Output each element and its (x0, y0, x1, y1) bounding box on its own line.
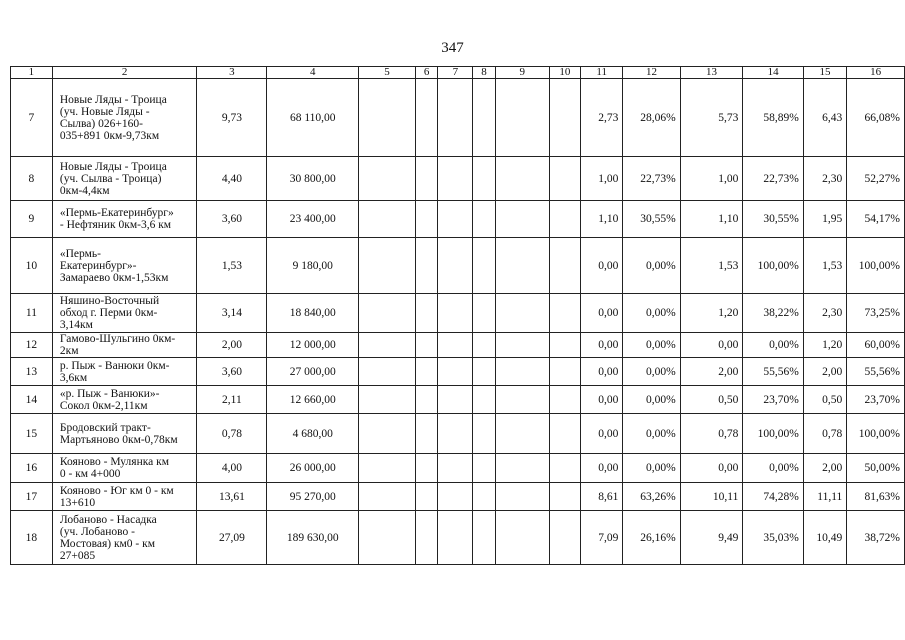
col-10 (549, 358, 580, 386)
col-12-percent: 0,00% (623, 386, 680, 414)
table-row (11, 386, 905, 414)
col-14-percent: 55,56% (743, 358, 803, 386)
row-number: 17 (11, 483, 53, 511)
col-5 (359, 358, 416, 386)
col-7 (438, 201, 473, 238)
cost: 9 180,00 (267, 238, 359, 294)
col-9 (495, 386, 549, 414)
col-13-value: 9,49 (680, 511, 743, 565)
col-header: 4 (267, 67, 359, 79)
col-12-percent: 0,00% (623, 358, 680, 386)
col-16-percent: 38,72% (847, 511, 905, 565)
road-name: Новые Ляды - Троица (уч. Сылва - Троица) 0км-4,4км (52, 157, 196, 201)
road-name: «Пермь- Екатеринбург»- Замараево 0км-1,53км (52, 238, 196, 294)
length-km: 13,61 (197, 483, 267, 511)
col-6 (415, 358, 437, 386)
col-14-percent: 58,89% (743, 79, 803, 157)
col-7 (438, 79, 473, 157)
col-7 (438, 294, 473, 333)
col-13-value: 0,00 (680, 333, 743, 358)
table-row (11, 79, 905, 157)
col-10 (549, 511, 580, 565)
col-6 (415, 483, 437, 511)
road-name: Няшино-Восточный обход г. Перми 0км- 3,14км (52, 294, 196, 333)
col-8 (473, 511, 495, 565)
row-number: 18 (11, 511, 53, 565)
col-8 (473, 454, 495, 483)
col-header: 1 (11, 67, 53, 79)
road-name: Новые Ляды - Троица (уч. Новые Ляды - Сылва) 026+160- 035+891 0км-9,73км (52, 79, 196, 157)
col-15-value: 6,43 (803, 79, 847, 157)
col-10 (549, 294, 580, 333)
col-7 (438, 454, 473, 483)
col-header: 15 (803, 67, 847, 79)
table-row (11, 157, 905, 201)
col-5 (359, 157, 416, 201)
cost: 30 800,00 (267, 157, 359, 201)
road-name: Кояново - Мулянка км 0 - км 4+000 (52, 454, 196, 483)
col-14-percent: 35,03% (743, 511, 803, 565)
col-14-percent: 22,73% (743, 157, 803, 201)
col-10 (549, 454, 580, 483)
col-14-percent: 23,70% (743, 386, 803, 414)
col-13-value: 2,00 (680, 358, 743, 386)
col-16-percent: 50,00% (847, 454, 905, 483)
col-8 (473, 79, 495, 157)
col-8 (473, 201, 495, 238)
col-9 (495, 294, 549, 333)
col-12-percent: 63,26% (623, 483, 680, 511)
col-6 (415, 414, 437, 454)
col-15-value: 2,00 (803, 454, 847, 483)
length-km: 3,60 (197, 201, 267, 238)
col-7 (438, 386, 473, 414)
col-8 (473, 483, 495, 511)
col-12-percent: 0,00% (623, 238, 680, 294)
cost: 68 110,00 (267, 79, 359, 157)
col-15-value: 2,00 (803, 358, 847, 386)
table-row (11, 483, 905, 511)
col-10 (549, 414, 580, 454)
col-15-value: 1,20 (803, 333, 847, 358)
table-row (11, 238, 905, 294)
col-10 (549, 201, 580, 238)
length-km: 27,09 (197, 511, 267, 565)
col-5 (359, 454, 416, 483)
row-number: 10 (11, 238, 53, 294)
col-header: 14 (743, 67, 803, 79)
col-9 (495, 358, 549, 386)
col-5 (359, 483, 416, 511)
length-km: 3,14 (197, 294, 267, 333)
col-header: 10 (549, 67, 580, 79)
col-10 (549, 238, 580, 294)
col-12-percent: 0,00% (623, 294, 680, 333)
length-km: 1,53 (197, 238, 267, 294)
col-14-percent: 74,28% (743, 483, 803, 511)
col-11-value: 0,00 (581, 294, 623, 333)
col-10 (549, 79, 580, 157)
cost: 12 660,00 (267, 386, 359, 414)
row-number: 7 (11, 79, 53, 157)
col-8 (473, 358, 495, 386)
col-7 (438, 333, 473, 358)
col-5 (359, 79, 416, 157)
col-11-value: 1,00 (581, 157, 623, 201)
col-15-value: 2,30 (803, 294, 847, 333)
col-7 (438, 358, 473, 386)
col-6 (415, 333, 437, 358)
col-11-value: 0,00 (581, 454, 623, 483)
col-7 (438, 238, 473, 294)
col-13-value: 1,00 (680, 157, 743, 201)
column-number-row (11, 67, 905, 79)
col-15-value: 0,78 (803, 414, 847, 454)
row-number: 16 (11, 454, 53, 483)
col-11-value: 0,00 (581, 358, 623, 386)
col-15-value: 1,53 (803, 238, 847, 294)
col-16-percent: 66,08% (847, 79, 905, 157)
col-11-value: 0,00 (581, 414, 623, 454)
col-10 (549, 483, 580, 511)
col-header: 2 (52, 67, 196, 79)
col-9 (495, 454, 549, 483)
table-row (11, 294, 905, 333)
col-13-value: 0,00 (680, 454, 743, 483)
col-header: 5 (359, 67, 416, 79)
col-7 (438, 157, 473, 201)
col-16-percent: 100,00% (847, 414, 905, 454)
col-12-percent: 28,06% (623, 79, 680, 157)
col-15-value: 10,49 (803, 511, 847, 565)
col-16-percent: 81,63% (847, 483, 905, 511)
col-15-value: 0,50 (803, 386, 847, 414)
col-7 (438, 483, 473, 511)
table-row (11, 511, 905, 565)
col-header: 16 (847, 67, 905, 79)
row-number: 8 (11, 157, 53, 201)
col-7 (438, 511, 473, 565)
row-number: 11 (11, 294, 53, 333)
col-header: 3 (197, 67, 267, 79)
table-row (11, 414, 905, 454)
col-header: 7 (438, 67, 473, 79)
col-13-value: 1,10 (680, 201, 743, 238)
cost: 27 000,00 (267, 358, 359, 386)
col-6 (415, 79, 437, 157)
col-16-percent: 73,25% (847, 294, 905, 333)
col-8 (473, 238, 495, 294)
row-number: 12 (11, 333, 53, 358)
row-number: 14 (11, 386, 53, 414)
col-15-value: 2,30 (803, 157, 847, 201)
cost: 4 680,00 (267, 414, 359, 454)
road-name: Кояново - Юг км 0 - км 13+610 (52, 483, 196, 511)
col-14-percent: 30,55% (743, 201, 803, 238)
col-13-value: 1,20 (680, 294, 743, 333)
col-9 (495, 157, 549, 201)
col-8 (473, 414, 495, 454)
col-13-value: 5,73 (680, 79, 743, 157)
length-km: 4,40 (197, 157, 267, 201)
col-11-value: 0,00 (581, 238, 623, 294)
col-9 (495, 511, 549, 565)
col-15-value: 11,11 (803, 483, 847, 511)
col-8 (473, 386, 495, 414)
length-km: 2,00 (197, 333, 267, 358)
col-16-percent: 52,27% (847, 157, 905, 201)
col-header: 13 (680, 67, 743, 79)
page-number: 347 (441, 40, 464, 56)
col-7 (438, 414, 473, 454)
road-name: р. Пыж - Ванюки 0км- 3,6км (52, 358, 196, 386)
col-12-percent: 30,55% (623, 201, 680, 238)
col-6 (415, 386, 437, 414)
col-11-value: 1,10 (581, 201, 623, 238)
col-5 (359, 414, 416, 454)
road-name: «Пермь-Екатеринбург» - Нефтяник 0км-3,6 км (52, 201, 196, 238)
col-11-value: 7,09 (581, 511, 623, 565)
col-5 (359, 511, 416, 565)
table-row (11, 201, 905, 238)
cost: 18 840,00 (267, 294, 359, 333)
table-row (11, 454, 905, 483)
col-header: 8 (473, 67, 495, 79)
col-16-percent: 54,17% (847, 201, 905, 238)
cost: 95 270,00 (267, 483, 359, 511)
col-9 (495, 483, 549, 511)
col-5 (359, 294, 416, 333)
col-10 (549, 157, 580, 201)
col-8 (473, 294, 495, 333)
road-name: Лобаново - Насадка (уч. Лобаново - Мостовая) км0 - км 27+085 (52, 511, 196, 565)
col-11-value: 0,00 (581, 333, 623, 358)
length-km: 0,78 (197, 414, 267, 454)
row-number: 15 (11, 414, 53, 454)
col-16-percent: 55,56% (847, 358, 905, 386)
col-14-percent: 100,00% (743, 414, 803, 454)
row-number: 13 (11, 358, 53, 386)
col-13-value: 10,11 (680, 483, 743, 511)
cost: 26 000,00 (267, 454, 359, 483)
col-14-percent: 100,00% (743, 238, 803, 294)
length-km: 3,60 (197, 358, 267, 386)
col-header: 9 (495, 67, 549, 79)
col-14-percent: 0,00% (743, 454, 803, 483)
col-8 (473, 157, 495, 201)
col-6 (415, 238, 437, 294)
col-12-percent: 26,16% (623, 511, 680, 565)
col-9 (495, 238, 549, 294)
cost: 12 000,00 (267, 333, 359, 358)
col-11-value: 2,73 (581, 79, 623, 157)
col-14-percent: 0,00% (743, 333, 803, 358)
col-header: 11 (581, 67, 623, 79)
col-10 (549, 386, 580, 414)
col-13-value: 1,53 (680, 238, 743, 294)
cost: 23 400,00 (267, 201, 359, 238)
table-row (11, 333, 905, 358)
data-table (10, 66, 905, 565)
col-6 (415, 157, 437, 201)
table-row (11, 358, 905, 386)
col-header: 12 (623, 67, 680, 79)
col-15-value: 1,95 (803, 201, 847, 238)
col-6 (415, 201, 437, 238)
col-header: 6 (415, 67, 437, 79)
col-11-value: 8,61 (581, 483, 623, 511)
col-12-percent: 22,73% (623, 157, 680, 201)
road-name: «р. Пыж - Ванюки»- Сокол 0км-2,11км (52, 386, 196, 414)
col-11-value: 0,00 (581, 386, 623, 414)
road-name: Гамово-Шульгино 0км- 2км (52, 333, 196, 358)
col-13-value: 0,50 (680, 386, 743, 414)
col-5 (359, 333, 416, 358)
col-9 (495, 79, 549, 157)
col-9 (495, 201, 549, 238)
col-12-percent: 0,00% (623, 333, 680, 358)
road-name: Бродовский тракт- Мартьяново 0км-0,78км (52, 414, 196, 454)
col-5 (359, 386, 416, 414)
length-km: 9,73 (197, 79, 267, 157)
col-5 (359, 201, 416, 238)
col-5 (359, 238, 416, 294)
col-13-value: 0,78 (680, 414, 743, 454)
col-12-percent: 0,00% (623, 414, 680, 454)
col-6 (415, 511, 437, 565)
col-14-percent: 38,22% (743, 294, 803, 333)
length-km: 4,00 (197, 454, 267, 483)
col-16-percent: 60,00% (847, 333, 905, 358)
col-8 (473, 333, 495, 358)
cost: 189 630,00 (267, 511, 359, 565)
length-km: 2,11 (197, 386, 267, 414)
col-16-percent: 23,70% (847, 386, 905, 414)
col-9 (495, 333, 549, 358)
row-number: 9 (11, 201, 53, 238)
col-6 (415, 294, 437, 333)
col-6 (415, 454, 437, 483)
col-9 (495, 414, 549, 454)
col-12-percent: 0,00% (623, 454, 680, 483)
col-16-percent: 100,00% (847, 238, 905, 294)
col-10 (549, 333, 580, 358)
